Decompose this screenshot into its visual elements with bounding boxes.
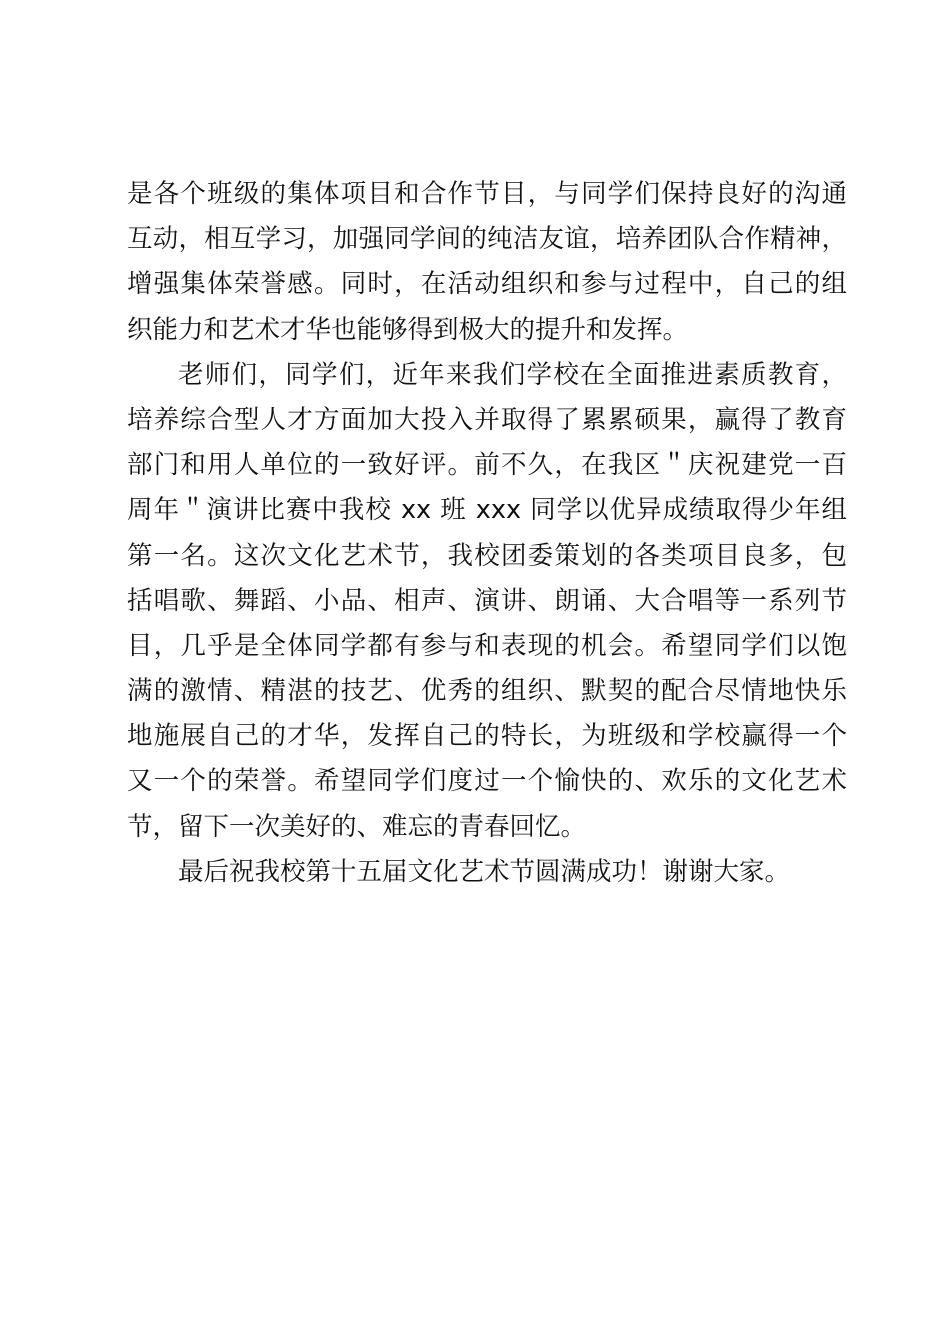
paragraph-2-line-6: 括唱歌、舞蹈、小品、相声、演讲、朗诵、大合唱等一系列节	[127, 585, 847, 616]
paragraph-2-line-9: 地施展自己的才华，发挥自己的特长，为班级和学校赢得一个	[127, 721, 847, 752]
paragraph-2-line-5: 第一名。这次文化艺术节，我校团委策划的各类项目良多，包	[127, 540, 847, 571]
paragraph-3-line-1: 最后祝我校第十五届文化艺术节圆满成功！谢谢大家。	[178, 856, 791, 887]
paragraph-2-line-4: 周年＂演讲比赛中我校 xx 班 xxx 同学以优异成绩取得少年组	[127, 495, 847, 526]
paragraph-1-line-1: 是各个班级的集体项目和合作节目，与同学们保持良好的沟通	[127, 179, 847, 209]
paragraph-2-line-10: 又一个的荣誉。希望同学们度过一个愉快的、欢乐的文化艺术	[127, 766, 847, 797]
paragraph-1-line-2: 互动，相互学习，加强同学间的纯洁友谊，培养团队合作精神，	[127, 224, 847, 255]
paragraph-2-line-2: 培养综合型人才方面加大投入并取得了累累硕果，赢得了教育	[127, 404, 847, 435]
paragraph-1-line-3: 增强集体荣誉感。同时，在活动组织和参与过程中，自己的组	[127, 269, 847, 300]
document-body	[127, 172, 847, 895]
paragraph-1-line-4: 织能力和艺术才华也能够得到极大的提升和发挥。	[127, 314, 689, 345]
paragraph-2-line-3: 部门和用人单位的一致好评。前不久，在我区＂庆祝建党一百	[127, 450, 847, 481]
paragraph-2-line-7: 目，几乎是全体同学都有参与和表现的机会。希望同学们以饱	[127, 630, 847, 661]
paragraph-2-line-8: 满的激情、精湛的技艺、优秀的组织、默契的配合尽情地快乐	[127, 676, 847, 707]
paragraph-2-line-11: 节，留下一次美好的、难忘的青春回忆。	[127, 811, 587, 842]
paragraph-2-line-1: 老师们，同学们，近年来我们学校在全面推进素质教育，	[178, 359, 847, 390]
